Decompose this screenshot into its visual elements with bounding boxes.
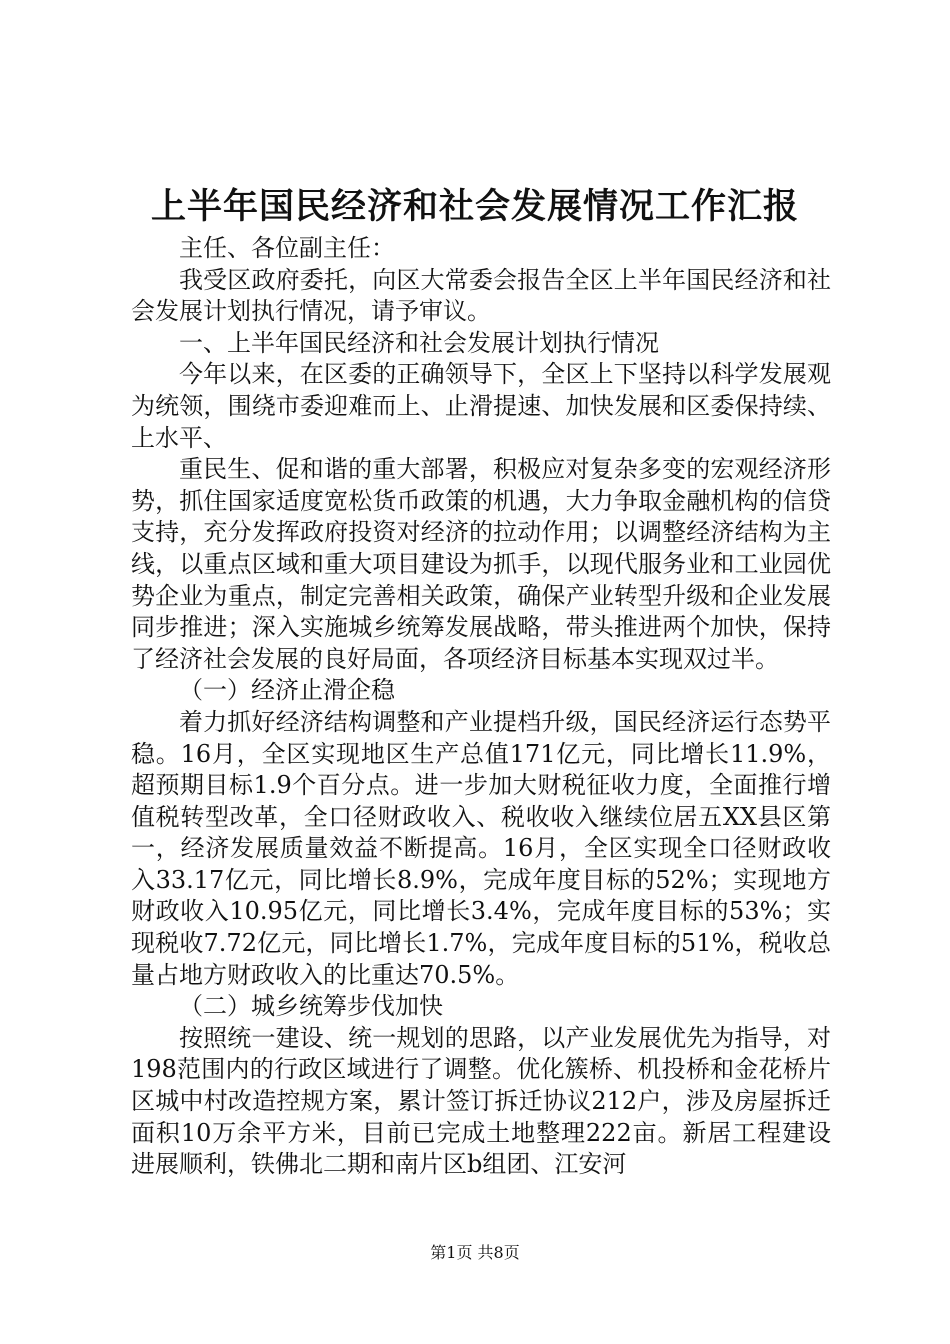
body-paragraph: 着力抓好经济结构调整和产业提档升级，国民经济运行态势平稳。16月，全区实现地区生产总值171亿元，同比增长11.9%，超预期目标1.9个百分点。进一步加大财税征收力度，全面推行增值税转型改革，全口径财政收入、税收收入继续位居五XX县区第一，经济发展质量效益不断提高。16月，全区实现全口径财政收入33.17亿元，同比增长8.9%，完成年度目标的52%；实现地方财政收入10.95亿元，同比增长3.4%，完成年度目标的53%；实现税收7.72亿元，同比增长1.7%，完成年度目标的51%，税收总量占地方财政收入的比重达70.5%。 bbox=[131, 707, 831, 989]
body-paragraph: 重民生、促和谐的重大部署，积极应对复杂多变的宏观经济形势，抓住国家适度宽松货币政策的机遇，大力争取金融机构的信贷支持，充分发挥政府投资对经济的拉动作用；以调整经济结构为主线，以重点区域和重大项目建设为抓手，以现代服务业和工业园优势企业为重点，制定完善相关政策，确保产业转型升级和企业发展同步推进；深入实施城乡统筹发展战略，带头推进两个加快，保持了经济社会发展的良好局面，各项经济目标基本实现双过半。 bbox=[131, 455, 831, 673]
page-number-footer: 第1页 共8页 bbox=[430, 1243, 520, 1262]
document-title: 上半年国民经济和社会发展情况工作汇报 bbox=[150, 186, 799, 227]
document-body bbox=[131, 233, 831, 1181]
body-paragraph: 按照统一建设、统一规划的思路，以产业发展优先为指导，对198范围内的行政区域进行了调整。优化簇桥、机投桥和金花桥片区城中村改造控规方案，累计签订拆迁协议212户，涉及房屋拆迁面积10万余平方米，目前已完成土地整理222亩。新居工程建设进展顺利，铁佛北二期和南片区b组团、江安河 bbox=[131, 1023, 831, 1179]
salutation-paragraph: 主任、各位副主任： bbox=[179, 234, 395, 262]
body-paragraph: 今年以来，在区委的正确领导下，全区上下坚持以科学发展观为统领，围绕市委迎难而上、止滑提速、加快发展和区委保持续、上水平、 bbox=[131, 360, 831, 452]
section-heading-1: 一、上半年国民经济和社会发展计划执行情况 bbox=[179, 328, 659, 357]
subsection-heading-2: （二）城乡统筹步伐加快 bbox=[179, 992, 443, 1021]
subsection-heading-1: （一）经济止滑企稳 bbox=[179, 676, 395, 705]
intro-paragraph: 我受区政府委托，向区大常委会报告全区上半年国民经济和社会发展计划执行情况，请予审议。 bbox=[131, 265, 831, 326]
